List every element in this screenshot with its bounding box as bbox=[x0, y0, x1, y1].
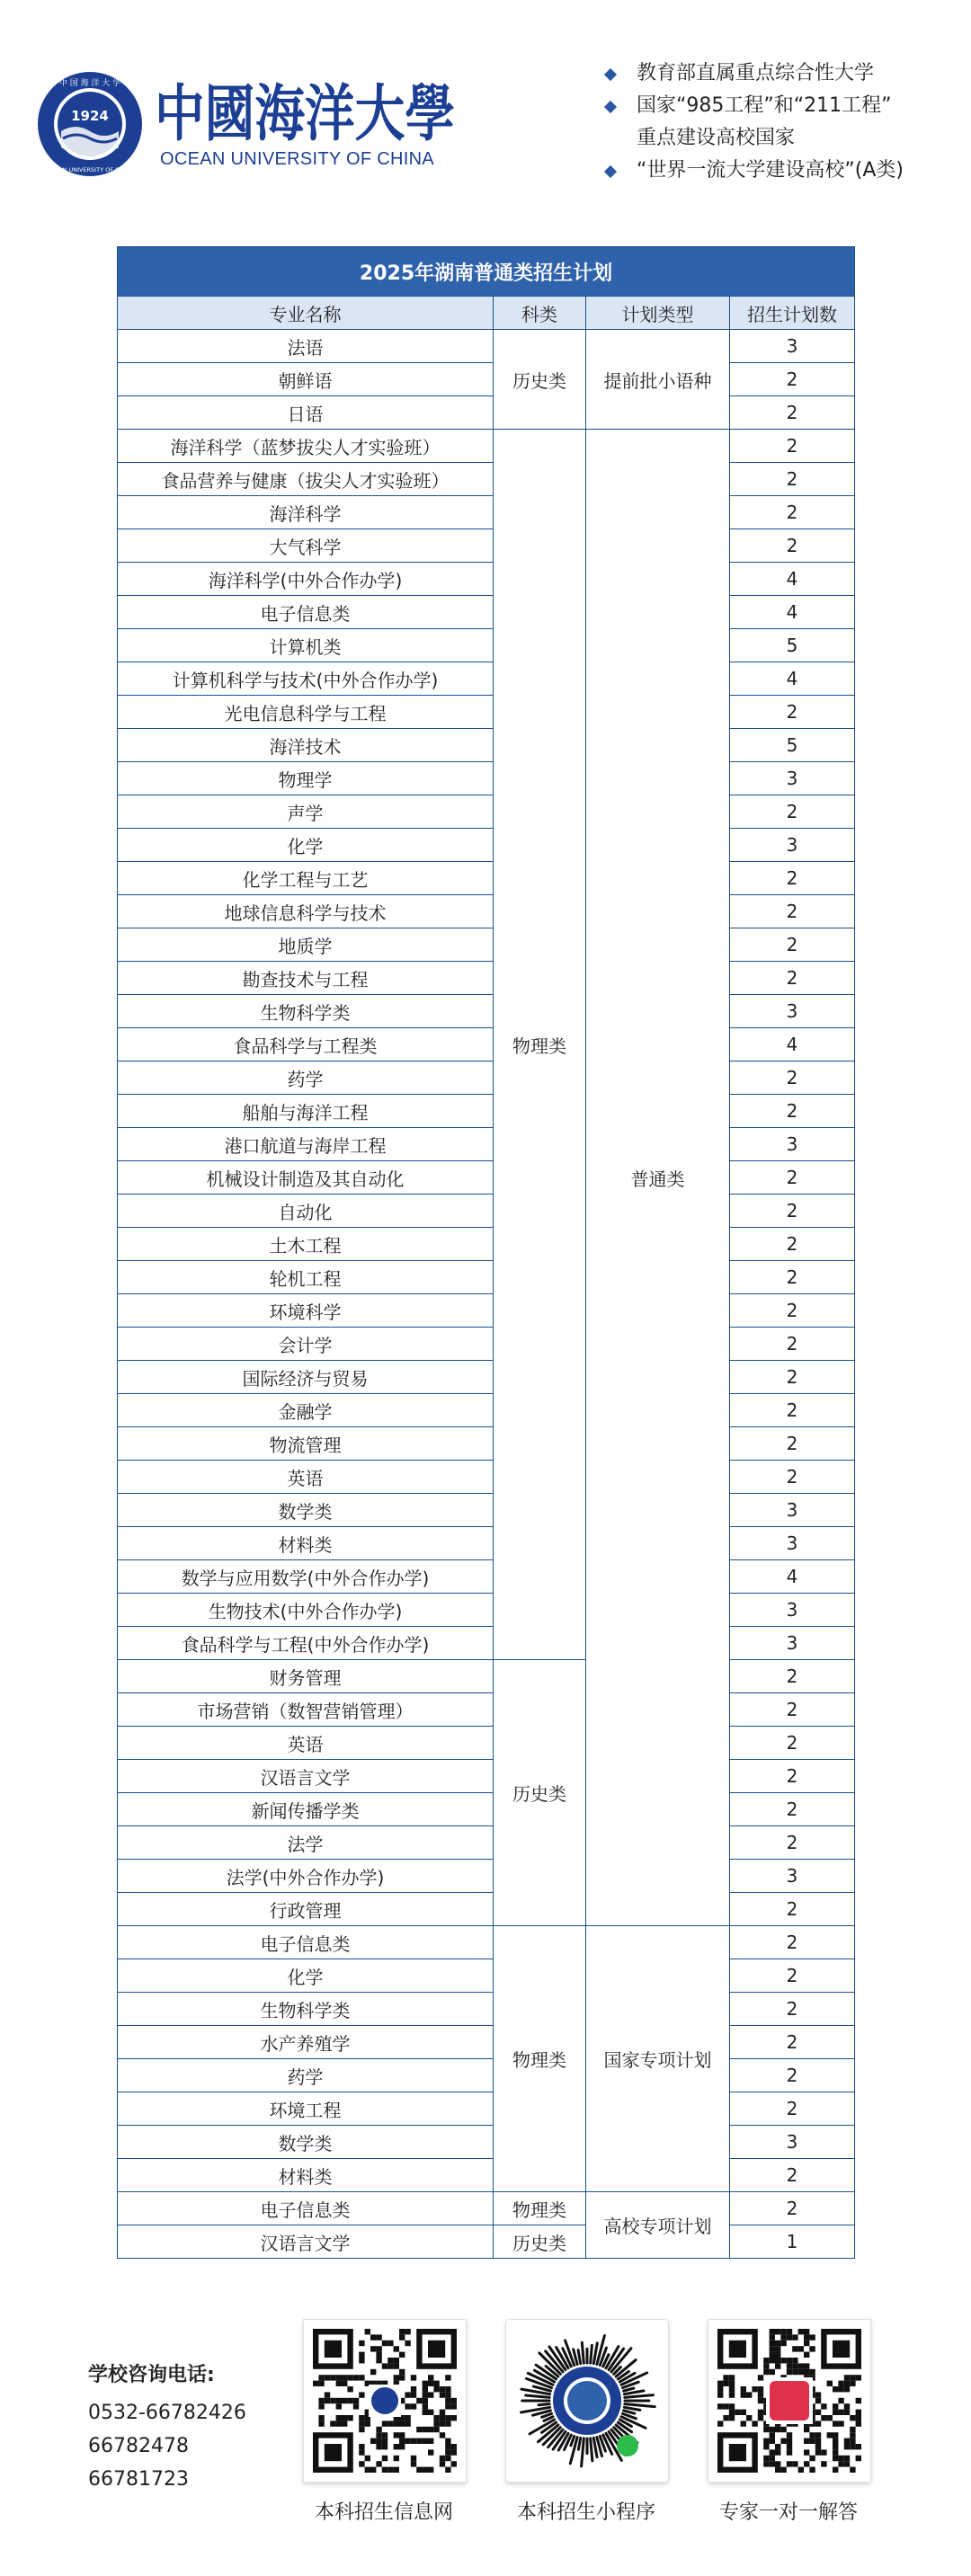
major-cell: 会计学 bbox=[118, 1328, 494, 1361]
major-cell: 自动化 bbox=[118, 1195, 494, 1228]
table-row bbox=[118, 1361, 855, 1394]
table-row bbox=[118, 995, 855, 1028]
major-cell: 声学 bbox=[118, 795, 494, 829]
major-cell: 大气科学 bbox=[118, 529, 494, 563]
table-row bbox=[118, 563, 855, 596]
quota-cell: 3 bbox=[730, 1860, 855, 1893]
plan-type-cell: 高校专项计划 bbox=[586, 2192, 730, 2259]
quota-cell: 4 bbox=[730, 662, 855, 696]
major-cell: 日语 bbox=[118, 396, 494, 430]
table-row bbox=[118, 529, 855, 563]
highlight-item-continuation: 重点建设高校国家 bbox=[637, 127, 796, 149]
major-cell: 生物科学类 bbox=[118, 1993, 494, 2026]
major-cell: 法学 bbox=[118, 1826, 494, 1860]
svg-text:中 国 海 洋 大 学: 中 国 海 洋 大 学 bbox=[58, 79, 121, 88]
quota-cell: 2 bbox=[730, 396, 855, 430]
column-header-major: 专业名称 bbox=[118, 297, 494, 330]
table-row bbox=[118, 662, 855, 696]
quota-cell: 2 bbox=[730, 1793, 855, 1826]
table-row bbox=[118, 629, 855, 662]
qr-code-icon bbox=[304, 2320, 466, 2482]
major-cell: 国际经济与贸易 bbox=[118, 1361, 494, 1394]
table-row bbox=[118, 2092, 855, 2126]
table-row bbox=[118, 1893, 855, 1926]
table-row bbox=[118, 430, 855, 463]
quota-cell: 3 bbox=[730, 829, 855, 862]
qr-code-icon bbox=[708, 2320, 870, 2482]
column-header-category: 科类 bbox=[494, 297, 586, 330]
table-row bbox=[118, 1195, 855, 1228]
qr-admission-website-code[interactable] bbox=[303, 2319, 467, 2483]
table-row bbox=[118, 2192, 855, 2225]
table-row bbox=[118, 1660, 855, 1693]
header bbox=[0, 0, 971, 234]
qr-mini-program-code[interactable] bbox=[505, 2319, 669, 2483]
table-row bbox=[118, 829, 855, 862]
mini-program-code-icon bbox=[506, 2320, 668, 2482]
major-cell: 食品科学与工程(中外合作办学) bbox=[118, 1627, 494, 1660]
quota-cell: 2 bbox=[730, 1095, 855, 1128]
quota-cell: 2 bbox=[730, 1161, 855, 1195]
table-row bbox=[118, 1793, 855, 1826]
quota-cell: 5 bbox=[730, 629, 855, 662]
svg-text:1924: 1924 bbox=[71, 108, 109, 124]
quota-cell: 2 bbox=[730, 1926, 855, 1959]
highlight-item: “世界一流大学建设高校”(A类) bbox=[601, 155, 960, 187]
contact-info bbox=[88, 2359, 246, 2496]
table-title: 2025年湖南普通类招生计划 bbox=[118, 247, 855, 297]
quota-cell: 2 bbox=[730, 1261, 855, 1294]
major-cell: 财务管理 bbox=[118, 1660, 494, 1693]
quota-cell: 2 bbox=[730, 928, 855, 962]
category-cell: 历史类 bbox=[494, 2225, 586, 2259]
table-row bbox=[118, 1693, 855, 1727]
quota-cell: 4 bbox=[730, 1560, 855, 1594]
plan-type-cell: 国家专项计划 bbox=[586, 1926, 730, 2192]
major-cell: 新闻传播学类 bbox=[118, 1793, 494, 1826]
table-row bbox=[118, 862, 855, 895]
quota-cell: 4 bbox=[730, 1028, 855, 1061]
phone-number: 0532-66782426 bbox=[88, 2402, 246, 2424]
quota-cell: 2 bbox=[730, 1294, 855, 1328]
major-cell: 化学工程与工艺 bbox=[118, 862, 494, 895]
quota-cell: 3 bbox=[730, 762, 855, 795]
major-cell: 环境科学 bbox=[118, 1294, 494, 1328]
major-cell: 计算机科学与技术(中外合作办学) bbox=[118, 662, 494, 696]
major-cell: 海洋技术 bbox=[118, 729, 494, 762]
table-row bbox=[118, 1527, 855, 1560]
quota-cell: 3 bbox=[730, 1494, 855, 1527]
quota-cell: 2 bbox=[730, 1461, 855, 1494]
major-cell: 药学 bbox=[118, 1061, 494, 1095]
quota-cell: 2 bbox=[730, 496, 855, 529]
major-cell: 勘查技术与工程 bbox=[118, 962, 494, 995]
column-header-quota: 招生计划数 bbox=[730, 297, 855, 330]
quota-cell: 3 bbox=[730, 1527, 855, 1560]
major-cell: 计算机类 bbox=[118, 629, 494, 662]
major-cell: 海洋科学 bbox=[118, 496, 494, 529]
major-cell: 材料类 bbox=[118, 1527, 494, 1560]
table-row bbox=[118, 1760, 855, 1793]
major-cell: 地球信息科学与技术 bbox=[118, 895, 494, 928]
quota-cell: 2 bbox=[730, 895, 855, 928]
qr-mini-program-label: 本科招生小程序 bbox=[516, 2501, 655, 2524]
quota-cell: 2 bbox=[730, 1693, 855, 1727]
table-row bbox=[118, 1594, 855, 1627]
quota-cell: 2 bbox=[730, 962, 855, 995]
table-row bbox=[118, 2026, 855, 2059]
quota-cell: 2 bbox=[730, 1427, 855, 1461]
major-cell: 环境工程 bbox=[118, 2092, 494, 2126]
major-cell: 轮机工程 bbox=[118, 1261, 494, 1294]
major-cell: 材料类 bbox=[118, 2159, 494, 2192]
quota-cell: 2 bbox=[730, 1760, 855, 1793]
footer bbox=[0, 2301, 971, 2576]
category-cell: 物理类 bbox=[494, 1926, 586, 2192]
major-cell: 数学与应用数学(中外合作办学) bbox=[118, 1560, 494, 1594]
major-cell: 法语 bbox=[118, 330, 494, 363]
quota-cell: 2 bbox=[730, 696, 855, 729]
table-row bbox=[118, 1926, 855, 1959]
column-header-plan-type: 计划类型 bbox=[586, 297, 730, 330]
category-cell: 历史类 bbox=[494, 1660, 586, 1926]
university-name-calligraphy bbox=[155, 72, 460, 149]
quota-cell: 2 bbox=[730, 1394, 855, 1427]
highlight-item: 教育部直属重点综合性大学 bbox=[601, 58, 960, 90]
phone-number: 66781723 bbox=[88, 2468, 189, 2491]
highlights-list bbox=[601, 58, 960, 187]
major-cell: 数学类 bbox=[118, 2126, 494, 2159]
major-cell: 行政管理 bbox=[118, 1893, 494, 1926]
major-cell: 电子信息类 bbox=[118, 596, 494, 629]
major-cell: 机械设计制造及其自动化 bbox=[118, 1161, 494, 1195]
university-wordmark bbox=[155, 72, 460, 175]
table-row bbox=[118, 895, 855, 928]
major-cell: 英语 bbox=[118, 1727, 494, 1760]
table-row bbox=[118, 330, 855, 363]
quota-cell: 2 bbox=[730, 1361, 855, 1394]
enrollment-plan-table bbox=[117, 246, 855, 2259]
quota-cell: 2 bbox=[730, 1826, 855, 1860]
table-row bbox=[118, 463, 855, 496]
diamond-bullet-icon bbox=[604, 68, 617, 81]
qr-admission-website-label: 本科招生信息网 bbox=[314, 2501, 453, 2524]
quota-cell: 2 bbox=[730, 430, 855, 463]
quota-cell: 2 bbox=[730, 2092, 855, 2126]
table-row bbox=[118, 2225, 855, 2259]
quota-cell: 2 bbox=[730, 2026, 855, 2059]
major-cell: 药学 bbox=[118, 2059, 494, 2092]
table-row bbox=[118, 1061, 855, 1095]
table-row bbox=[118, 2159, 855, 2192]
major-cell: 食品营养与健康（拔尖人才实验班） bbox=[118, 463, 494, 496]
major-cell: 电子信息类 bbox=[118, 1926, 494, 1959]
table-row bbox=[118, 1427, 855, 1461]
quota-cell: 2 bbox=[730, 1061, 855, 1095]
table-row bbox=[118, 1294, 855, 1328]
major-cell: 汉语言文学 bbox=[118, 2225, 494, 2259]
major-cell: 电子信息类 bbox=[118, 2192, 494, 2225]
major-cell: 地质学 bbox=[118, 928, 494, 962]
major-cell: 生物科学类 bbox=[118, 995, 494, 1028]
table-row bbox=[118, 1959, 855, 1993]
major-cell: 英语 bbox=[118, 1461, 494, 1494]
major-cell: 物流管理 bbox=[118, 1427, 494, 1461]
svg-text:OCEAN UNIVERSITY OF CHINA: OCEAN UNIVERSITY OF CHINA bbox=[46, 166, 134, 173]
quota-cell: 2 bbox=[730, 463, 855, 496]
table-row bbox=[118, 1028, 855, 1061]
quota-cell: 2 bbox=[730, 1328, 855, 1361]
quota-cell: 2 bbox=[730, 1727, 855, 1760]
category-cell: 物理类 bbox=[494, 2192, 586, 2225]
major-cell: 物理学 bbox=[118, 762, 494, 795]
quota-cell: 3 bbox=[730, 2126, 855, 2159]
diamond-bullet-icon bbox=[604, 165, 617, 178]
category-cell: 物理类 bbox=[494, 430, 586, 1660]
major-cell: 土木工程 bbox=[118, 1228, 494, 1261]
major-cell: 海洋科学(中外合作办学) bbox=[118, 563, 494, 596]
quota-cell: 3 bbox=[730, 1627, 855, 1660]
qr-expert-consult-label: 专家一对一解答 bbox=[718, 2501, 858, 2524]
table-row bbox=[118, 1727, 855, 1760]
table-row bbox=[118, 1095, 855, 1128]
table-row bbox=[118, 363, 855, 396]
plan-type-cell: 普通类 bbox=[586, 430, 730, 1926]
category-cell: 历史类 bbox=[494, 330, 586, 430]
table-row bbox=[118, 396, 855, 430]
major-cell: 港口航道与海岸工程 bbox=[118, 1128, 494, 1161]
table-row bbox=[118, 928, 855, 962]
quota-cell: 3 bbox=[730, 1128, 855, 1161]
quota-cell: 4 bbox=[730, 563, 855, 596]
table-row bbox=[118, 1128, 855, 1161]
phone-number: 66782478 bbox=[88, 2435, 189, 2457]
major-cell: 光电信息科学与工程 bbox=[118, 696, 494, 729]
quota-cell: 2 bbox=[730, 363, 855, 396]
table-row bbox=[118, 596, 855, 629]
table-row bbox=[118, 1560, 855, 1594]
quota-cell: 2 bbox=[730, 1195, 855, 1228]
table-row bbox=[118, 1394, 855, 1427]
table-row bbox=[118, 696, 855, 729]
major-cell: 朝鲜语 bbox=[118, 363, 494, 396]
table-row bbox=[118, 762, 855, 795]
major-cell: 水产养殖学 bbox=[118, 2026, 494, 2059]
quota-cell: 5 bbox=[730, 729, 855, 762]
quota-cell: 2 bbox=[730, 795, 855, 829]
table-row bbox=[118, 1228, 855, 1261]
quota-cell: 2 bbox=[730, 1959, 855, 1993]
table-row bbox=[118, 1993, 855, 2026]
quota-cell: 3 bbox=[730, 995, 855, 1028]
quota-cell: 2 bbox=[730, 1993, 855, 2026]
contact-label: 学校咨询电话: bbox=[88, 2364, 215, 2386]
major-cell: 海洋科学（蓝梦拔尖人才实验班） bbox=[118, 430, 494, 463]
major-cell: 市场营销（数智营销管理） bbox=[118, 1693, 494, 1727]
quota-cell: 2 bbox=[730, 1893, 855, 1926]
table-row bbox=[118, 1328, 855, 1361]
table-body bbox=[118, 330, 855, 2259]
svg-text:中國海洋大學: 中國海洋大學 bbox=[155, 78, 455, 150]
table-row bbox=[118, 2126, 855, 2159]
highlight-item: 国家“985工程”和“211工程” bbox=[601, 90, 960, 122]
diamond-bullet-icon bbox=[604, 101, 617, 113]
major-cell: 数学类 bbox=[118, 1494, 494, 1527]
quota-cell: 1 bbox=[730, 2225, 855, 2259]
quota-cell: 2 bbox=[730, 2159, 855, 2192]
table-row bbox=[118, 1826, 855, 1860]
table-row bbox=[118, 795, 855, 829]
major-cell: 化学 bbox=[118, 1959, 494, 1993]
major-cell: 生物技术(中外合作办学) bbox=[118, 1594, 494, 1627]
qr-expert-consult-code[interactable] bbox=[708, 2319, 871, 2483]
quota-cell: 2 bbox=[730, 1660, 855, 1693]
quota-cell: 2 bbox=[730, 1228, 855, 1261]
table-row bbox=[118, 1161, 855, 1195]
quota-cell: 4 bbox=[730, 596, 855, 629]
table-row bbox=[118, 496, 855, 529]
quota-cell: 2 bbox=[730, 862, 855, 895]
major-cell: 金融学 bbox=[118, 1394, 494, 1427]
university-name-english: OCEAN UNIVERSITY OF CHINA bbox=[160, 149, 434, 169]
quota-cell: 3 bbox=[730, 1594, 855, 1627]
quota-cell: 2 bbox=[730, 2192, 855, 2225]
plan-type-cell: 提前批小语种 bbox=[586, 330, 730, 430]
table-row bbox=[118, 1261, 855, 1294]
quota-cell: 2 bbox=[730, 2059, 855, 2092]
table-row bbox=[118, 1860, 855, 1893]
major-cell: 船舶与海洋工程 bbox=[118, 1095, 494, 1128]
table-row bbox=[118, 729, 855, 762]
table-row bbox=[118, 1494, 855, 1527]
table-row bbox=[118, 2059, 855, 2092]
major-cell: 食品科学与工程类 bbox=[118, 1028, 494, 1061]
table-row bbox=[118, 962, 855, 995]
quota-cell: 2 bbox=[730, 529, 855, 563]
quota-cell: 3 bbox=[730, 330, 855, 363]
major-cell: 法学(中外合作办学) bbox=[118, 1860, 494, 1893]
table-row bbox=[118, 1461, 855, 1494]
major-cell: 化学 bbox=[118, 829, 494, 862]
university-seal-logo bbox=[36, 70, 144, 178]
table-row bbox=[118, 1627, 855, 1660]
major-cell: 汉语言文学 bbox=[118, 1760, 494, 1793]
